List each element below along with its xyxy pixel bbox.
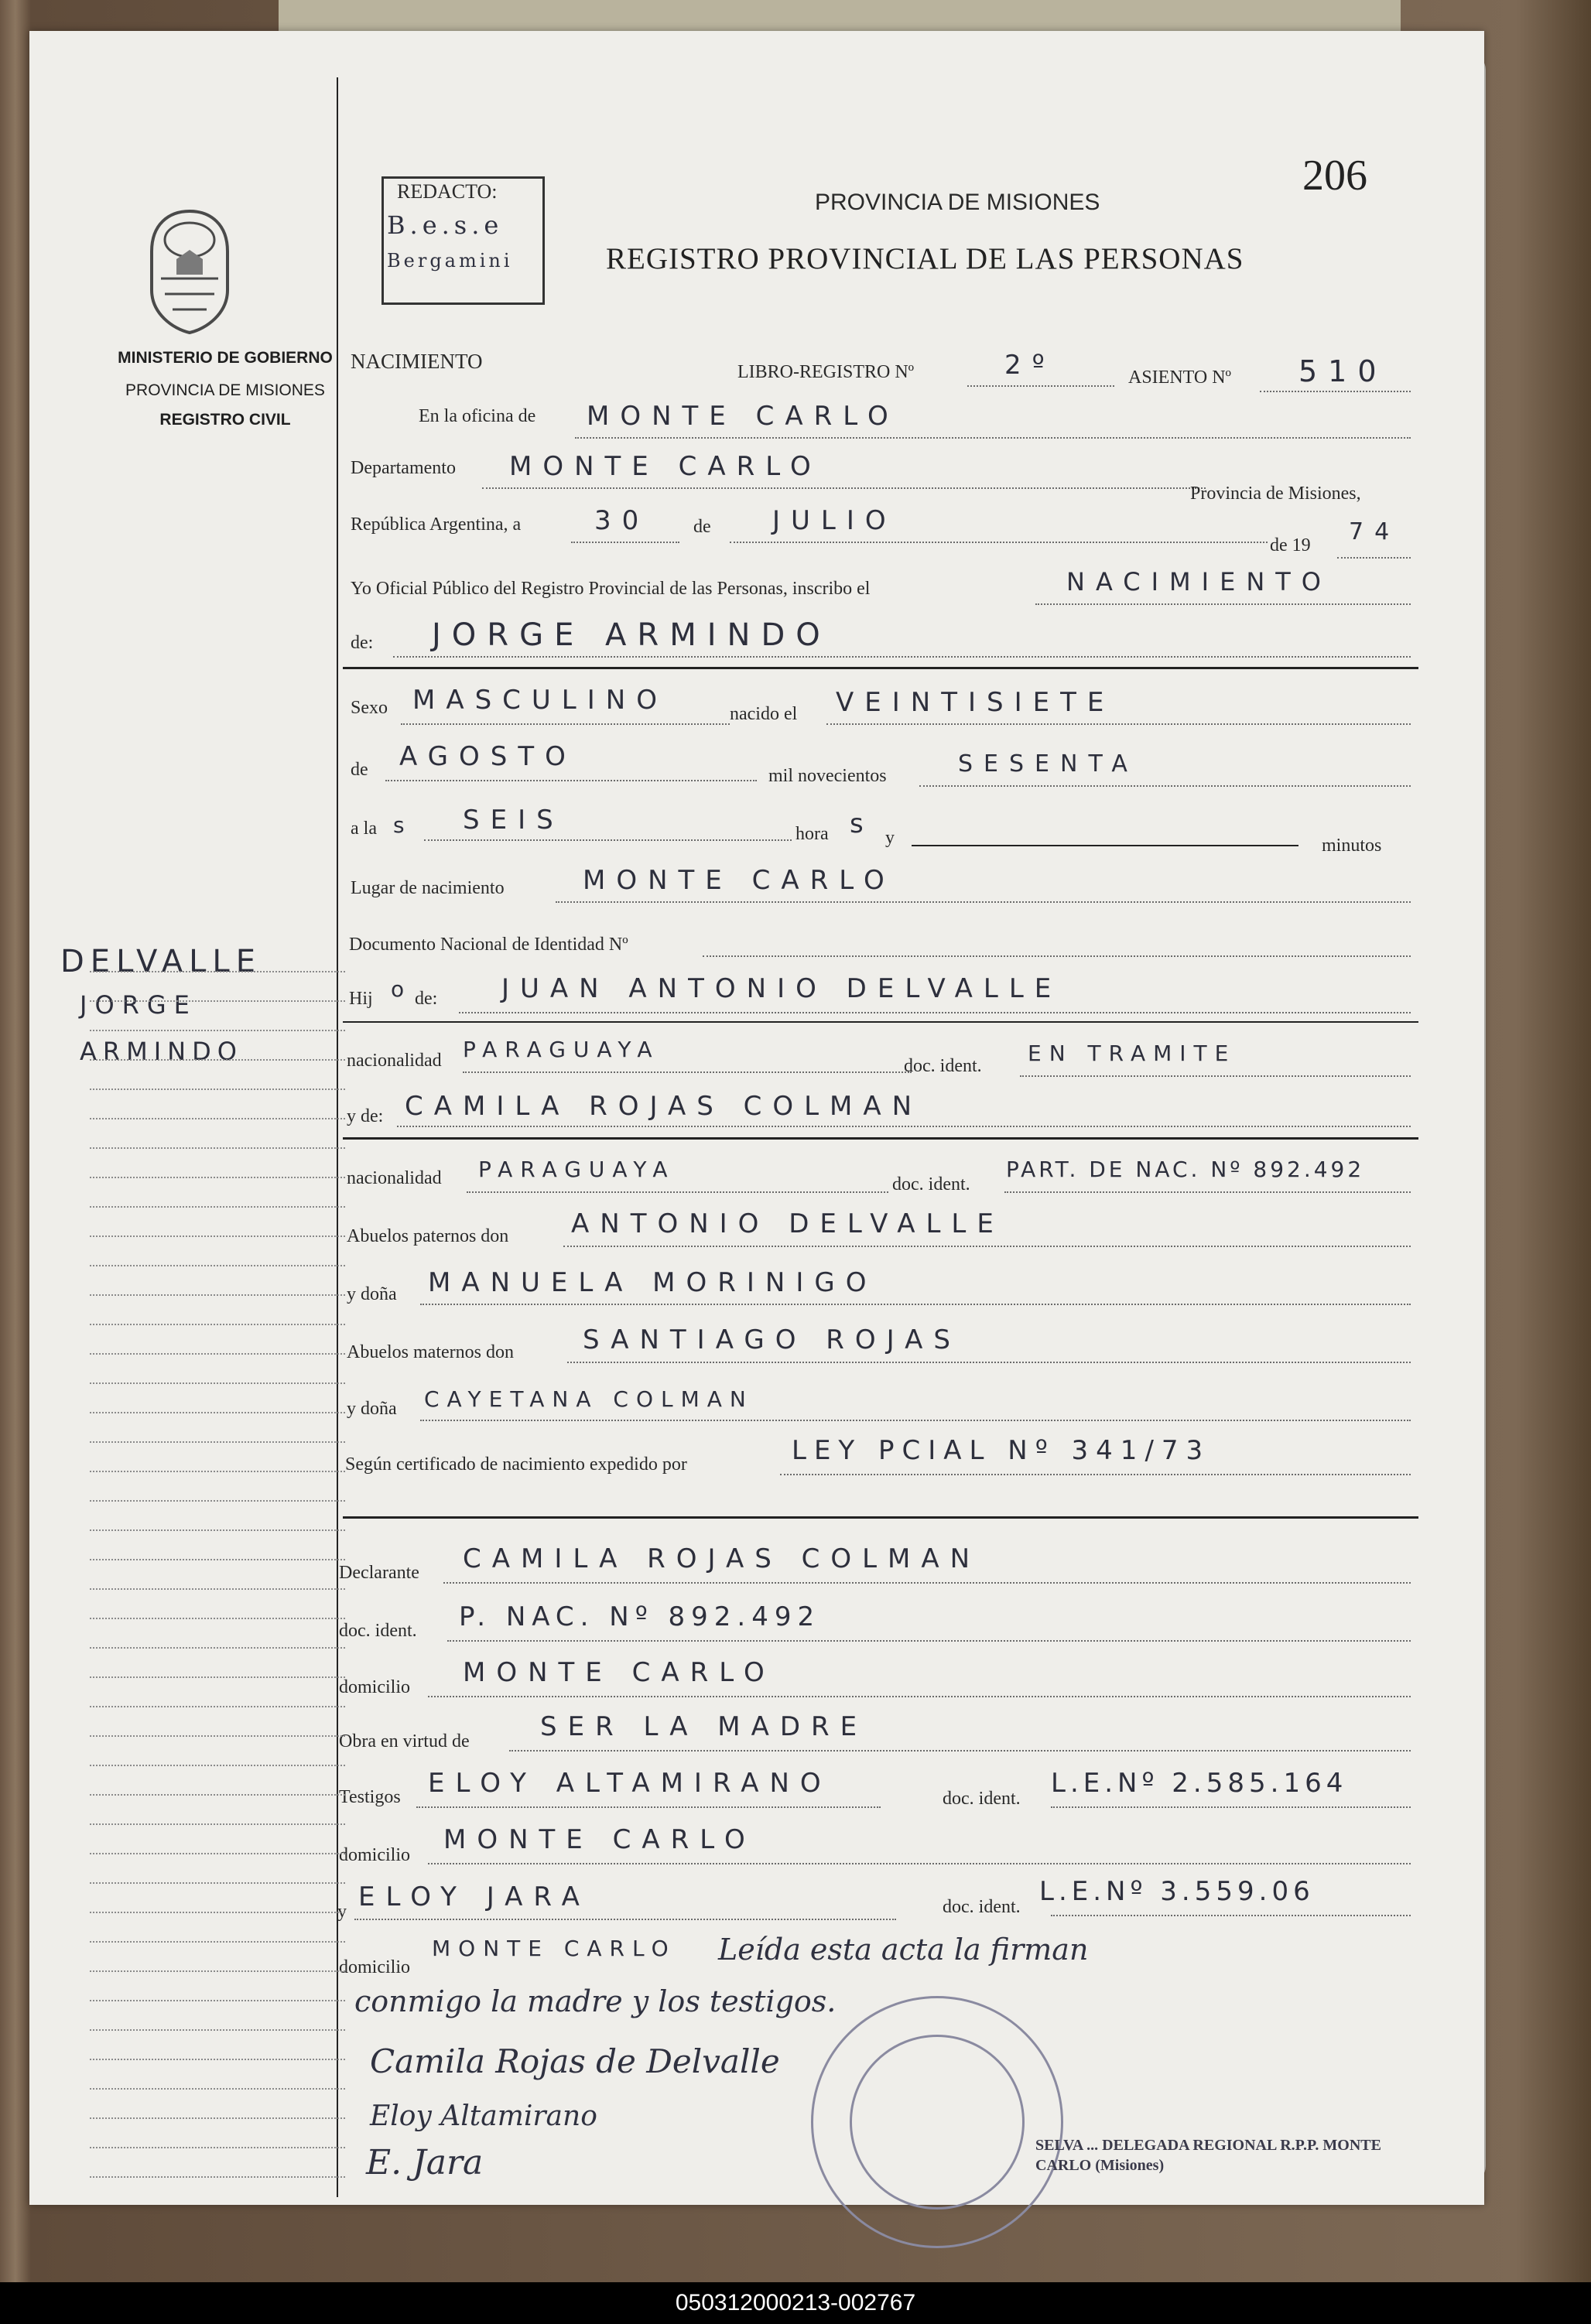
signature-mother: Camila Rojas de Delvalle (370, 2042, 780, 2080)
mes-nac-value: AGOSTO (399, 741, 577, 772)
margin-note-surname: DELVALLE (60, 944, 262, 979)
de-colon-label: de: (351, 633, 374, 653)
margin-rule-line (90, 2088, 345, 2090)
margin-rule-line (90, 1735, 345, 1737)
nacido-value: VEINTISIETE (836, 687, 1115, 718)
declarante-dots (443, 1582, 1411, 1584)
dia-value: 30 (594, 505, 650, 536)
lugar-value: MONTE CARLO (583, 865, 895, 896)
hij-suffix: o (391, 976, 412, 1002)
domicilio-testigo1-label: domicilio (339, 1845, 410, 1865)
lugar-label: Lugar de nacimiento (351, 878, 505, 898)
testigo1-doc-value: L.E.Nº 2.585.164 (1051, 1768, 1348, 1799)
redacto-label: REDACTO: (397, 180, 498, 203)
margin-rule-line (90, 1529, 345, 1531)
provincia-label: Provincia de Misiones, (1190, 484, 1361, 504)
margin-note-name-1: JORGE (80, 990, 197, 1020)
margin-rule-line (90, 1970, 345, 1972)
margin-rule-line (90, 2117, 345, 2119)
doc-madre-value: PART. DE NAC. Nº 892.492 (1006, 1157, 1365, 1182)
hora-suffix: s (850, 808, 874, 839)
nac-madre-dots (467, 1191, 888, 1193)
testigos-label: Testigos (339, 1787, 401, 1807)
margin-rule-line (90, 2147, 345, 2148)
abuela-mat-value: CAYETANA COLMAN (424, 1386, 754, 1412)
mes-nac-dots (385, 780, 757, 781)
dni-dots (703, 955, 1411, 957)
abuelos-paternos-label: Abuelos paternos don (347, 1226, 509, 1246)
segun-value: LEY PCIAL Nº 341/73 (792, 1435, 1211, 1466)
margin-note-name-2: ARMINDO (80, 1037, 243, 1066)
libro-dots (967, 385, 1114, 387)
yo-oficial-label: Yo Oficial Público del Registro Provincial de las Personas, inscribo el (351, 579, 871, 599)
nac-padre-dots (463, 1071, 912, 1073)
oficina-value: MONTE CARLO (587, 401, 899, 432)
margin-rule-line (90, 1794, 345, 1796)
segun-label: Según certificado de nacimiento expedido por (345, 1454, 687, 1475)
y-dona-pat-label: y doña (347, 1284, 397, 1304)
margin-rule-line (90, 1059, 345, 1061)
abuelo-pat-dots (563, 1246, 1411, 1247)
departamento-label: Departamento (351, 458, 456, 478)
hij-label: Hij (349, 989, 373, 1009)
margin-rule-line (90, 1382, 345, 1384)
domicilio-testigo2-label: domicilio (339, 1957, 410, 1977)
nacionalidad-padre-label: nacionalidad (347, 1051, 442, 1071)
testigo2-value: ELOY JARA (358, 1881, 590, 1912)
nac-madre-value: PARAGUAYA (478, 1157, 676, 1182)
margin-rule-line (90, 1089, 345, 1090)
doc-padre-dots (1020, 1075, 1411, 1077)
doc-decl-dots (447, 1640, 1411, 1642)
padre-value: JUAN ANTONIO DELVALLE (501, 973, 1062, 1004)
asiento-value: 510 (1298, 354, 1387, 388)
margin-rule-line (90, 1706, 345, 1707)
page-title: REGISTRO PROVINCIAL DE LAS PERSONAS (606, 242, 1244, 275)
abuelo-pat-value: ANTONIO DELVALLE (571, 1208, 1004, 1239)
sexo-dots (401, 723, 730, 725)
ministry-line-2: PROVINCIA DE MISIONES (125, 381, 325, 399)
act-type: NACIMIENTO (351, 350, 483, 373)
mil-novecientos-label: mil novecientos (768, 766, 887, 786)
declarante-label: Declarante (339, 1563, 419, 1583)
a-la-suffix: s (393, 812, 412, 838)
official-seal-inner (850, 2035, 1025, 2210)
margin-rule-line (90, 2029, 345, 2031)
margin-rule-line (90, 1265, 345, 1266)
book-cover (279, 0, 1401, 31)
inscribo-dots (1035, 603, 1411, 605)
signature-witness-2: E. Jara (366, 2143, 484, 2182)
margin-rule-line (90, 1853, 345, 1854)
minutos-line (912, 845, 1298, 846)
anio-dots (1337, 557, 1411, 559)
testigo2-dom-value: MONTE CARLO (432, 1936, 676, 1961)
province-heading: PROVINCIA DE MISIONES (815, 190, 1100, 215)
departamento-dots (482, 487, 1206, 489)
barcode-label: 050312000213-002767 (675, 2290, 916, 2315)
abuelo-mat-dots (567, 1362, 1411, 1363)
testigo2-dots (354, 1919, 896, 1920)
dia-dots (571, 542, 679, 543)
section-divider-3 (343, 1516, 1418, 1519)
hora-dots (424, 839, 792, 841)
libro-label: LIBRO-REGISTRO Nº (737, 362, 915, 382)
madre-dots (397, 1126, 1411, 1127)
redacto-value-1: B.e.s.e (387, 210, 504, 240)
domicilio-decl-label: domicilio (339, 1677, 410, 1697)
margin-rule-line (90, 1353, 345, 1355)
margin-rule-line (90, 1235, 345, 1237)
margin-rule-line (90, 1647, 345, 1649)
madre-value: CAMILA ROJAS COLMAN (405, 1091, 923, 1122)
margin-rule-line (90, 1941, 345, 1943)
obra-label: Obra en virtud de (339, 1731, 470, 1752)
closing-line-1: Leída esta acta la firman (718, 1933, 1089, 1967)
margin-rule-line (90, 971, 345, 972)
margin-rule-line (90, 2176, 345, 2178)
libro-value: 2º (1004, 350, 1056, 381)
testigo1-dom-dots (428, 1863, 1411, 1864)
margin-rule-line (90, 1882, 345, 1884)
doc-padre-label: doc. ident. (904, 1056, 982, 1076)
sexo-value: MASCULINO (412, 685, 668, 716)
margin-rule-line (90, 1823, 345, 1825)
margin-rule-line (90, 1030, 345, 1031)
margin-rule-line (90, 1471, 345, 1472)
margin-rule-line (90, 2000, 345, 2001)
mes-dots (730, 542, 1268, 543)
abuela-mat-dots (420, 1420, 1411, 1421)
nacido-label: nacido el (730, 704, 798, 724)
margin-rule-line (90, 1618, 345, 1619)
margin-rule-line (90, 2059, 345, 2060)
doc-testigo2-label: doc. ident. (943, 1897, 1021, 1917)
y-dona-mat-label: y doña (347, 1399, 397, 1419)
margin-rule-line (90, 1412, 345, 1413)
abuela-pat-value: MANUELA MORINIGO (428, 1267, 878, 1298)
margin-rule-line (90, 1000, 345, 1002)
domicilio-decl-dots (428, 1696, 1411, 1697)
padre-underline (343, 1021, 1418, 1023)
margin-rule-line (90, 1912, 345, 1913)
obra-dots (509, 1750, 1411, 1752)
padre-dots (459, 1012, 1411, 1013)
anio-value: 74 (1349, 518, 1401, 545)
de-padre-label: de: (415, 989, 438, 1009)
de-mes-label: de (351, 760, 368, 780)
a-la-label: a la (351, 819, 377, 839)
testigo2-doc-dots (1051, 1915, 1411, 1916)
y-testigo-label: y (337, 1902, 347, 1922)
ministry-line-3: REGISTRO CIVIL (159, 411, 291, 429)
doc-testigo1-label: doc. ident. (943, 1789, 1021, 1809)
redacto-value-2: Bergamini (387, 250, 513, 272)
margin-rule-line (90, 1588, 345, 1590)
nac-padre-value: PARAGUAYA (463, 1037, 660, 1062)
inscribo-value: NACIMIENTO (1066, 567, 1332, 596)
official-stamp: SELVA ... DELEGADA REGIONAL R.P.P. MONTE CARLO (Misiones) (1035, 2137, 1381, 2174)
asiento-label: ASIENTO Nº (1128, 367, 1231, 388)
declarante-value: CAMILA ROJAS COLMAN (463, 1543, 981, 1574)
oficina-dots (575, 437, 1411, 439)
margin-rule-line (90, 1118, 345, 1119)
segun-dots (780, 1474, 1411, 1475)
nombre-dots (393, 656, 1411, 658)
margin-rule-line (90, 1500, 345, 1502)
testigo2-doc-value: L.E.Nº 3.559.06 (1039, 1876, 1315, 1907)
y-label: y (885, 828, 895, 848)
doc-decl-label: doc. ident. (339, 1621, 417, 1641)
margin-rule-line (90, 1441, 345, 1443)
signature-witness-1: Eloy Altamirano (370, 2100, 597, 2132)
coat-of-arms-icon (138, 205, 242, 337)
margin-rule-line (90, 1177, 345, 1178)
register-page (29, 31, 1484, 2205)
mes-value: JULIO (772, 505, 897, 536)
domicilio-decl-value: MONTE CARLO (463, 1657, 775, 1688)
dni-label: Documento Nacional de Identidad Nº (349, 935, 628, 955)
margin-rule-line (90, 1294, 345, 1296)
doc-decl-value: P. NAC. Nº 892.492 (459, 1601, 821, 1632)
page-number: 206 (1302, 152, 1367, 200)
y-de-label: y de: (347, 1106, 384, 1126)
closing-line-2: conmigo la madre y los testigos. (354, 1984, 837, 2018)
testigo1-dom-value: MONTE CARLO (443, 1824, 756, 1855)
nacido-dots (826, 723, 1411, 725)
doc-madre-label: doc. ident. (892, 1174, 970, 1194)
oficina-label: En la oficina de (419, 406, 536, 426)
margin-rule-line (90, 1559, 345, 1560)
testigo1-value: ELOY ALTAMIRANO (428, 1768, 832, 1799)
de19-label: de 19 (1270, 535, 1311, 555)
nacionalidad-madre-label: nacionalidad (347, 1168, 442, 1188)
lugar-dots (556, 901, 1411, 903)
margin-rule-line (90, 1206, 345, 1208)
abuelo-mat-value: SANTIAGO ROJAS (583, 1324, 961, 1355)
margin-rule-line (90, 1324, 345, 1325)
abuelos-maternos-label: Abuelos maternos don (347, 1342, 514, 1362)
nombre-value: JORGE ARMINDO (432, 617, 831, 653)
margin-rule-line (90, 1676, 345, 1678)
asiento-dots (1260, 391, 1411, 392)
doc-padre-value: EN TRAMITE (1028, 1041, 1237, 1066)
margin-rule-line (90, 1765, 345, 1766)
anio-nac-dots (919, 785, 1411, 787)
departamento-value: MONTE CARLO (509, 451, 822, 482)
section-divider-2 (343, 1137, 1418, 1140)
hora-label: hora (796, 824, 829, 844)
sexo-label: Sexo (351, 698, 388, 718)
doc-madre-dots (1004, 1191, 1411, 1193)
hora-value: SEIS (463, 805, 564, 836)
de-label: de (693, 517, 711, 537)
anio-nac-value: SESENTA (958, 750, 1138, 778)
margin-rule-line (90, 1147, 345, 1149)
republica-label: República Argentina, a (351, 514, 522, 535)
obra-value: SER LA MADRE (540, 1711, 868, 1742)
abuela-pat-dots (420, 1304, 1411, 1305)
minutos-label: minutos (1322, 836, 1382, 856)
testigo1-doc-dots (1051, 1806, 1411, 1808)
section-divider-1 (343, 667, 1418, 669)
testigo1-dots (416, 1806, 881, 1808)
ministry-line-1: MINISTERIO DE GOBIERNO (118, 349, 333, 367)
